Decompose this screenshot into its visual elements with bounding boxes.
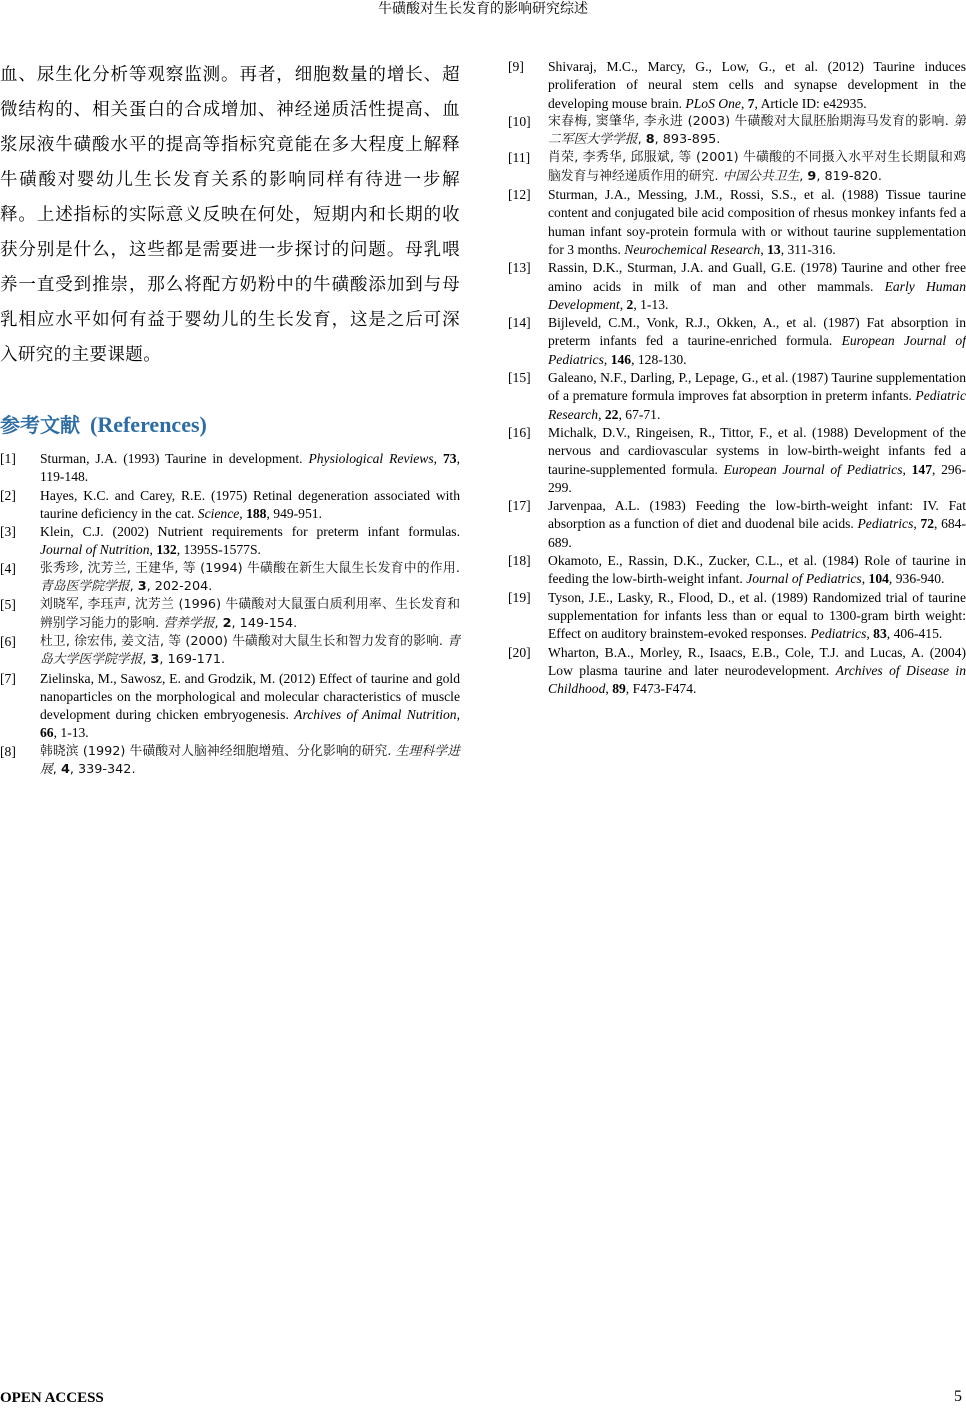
reference-journal: European Journal of Pediatrics <box>548 333 966 367</box>
reference-number: [15] <box>508 370 531 386</box>
reference-item <box>508 186 966 259</box>
reference-volume: 3 <box>137 579 147 595</box>
reference-journal: 第二军医大学学报 <box>548 113 966 148</box>
reference-text <box>40 633 460 670</box>
reference-pages: , 67-71. <box>618 406 661 422</box>
reference-number: [1] <box>0 451 16 466</box>
reference-pages: , 339-342. <box>69 762 136 778</box>
reference-journal: Journal of Nutrition <box>40 542 150 558</box>
reference-number: [18] <box>508 553 531 569</box>
reference-separator: , <box>129 579 138 595</box>
references-heading <box>0 409 460 438</box>
reference-separator: , <box>605 681 613 697</box>
reference-number: [10] <box>508 113 531 129</box>
reference-journal: Pediatrics <box>810 626 867 642</box>
reference-pages: , 949-951. <box>266 505 322 521</box>
reference-item <box>0 633 460 670</box>
reference-item <box>508 149 966 186</box>
reference-authors-title: Galeano, N.F., Darling, P., Lepage, G., et al. (1987) Taurine supplementation of a premature formula improves fat absorption in preterm infants. <box>548 370 966 404</box>
reference-number: [11] <box>508 150 531 166</box>
reference-pages: , 1-13. <box>633 296 669 312</box>
reference-item <box>508 497 966 552</box>
reference-separator: , <box>603 351 611 367</box>
reference-authors-title: Michalk, D.V., Ringeisen, R., Tittor, F., et al. (1988) Development of the nervous and cardiovascular systems in low-birth-weight infants fed a taurine-supplemented formula. <box>548 424 966 477</box>
reference-text <box>40 596 460 633</box>
reference-pages: , 202-204. <box>146 579 213 595</box>
reference-volume: 8 <box>645 132 655 148</box>
reference-item <box>0 487 460 524</box>
reference-authors-title: Sturman, J.A. (1993) Taurine in development. <box>40 451 309 466</box>
references-heading-zh: 参考文献 <box>0 413 80 437</box>
reference-authors-title: Wharton, B.A., Morley, R., Isaacs, E.B., Cole, T.J. and Lucas, A. (2004) Low plasma taurine and later neurodevelopment. <box>548 644 966 678</box>
reference-authors-title: Jarvenpaa, A.L. (1983) Feeding the low-birth-weight infant: IV. Fat absorption as a function of diet and duodenal bile acids. <box>548 498 966 532</box>
reference-number: [8] <box>0 743 16 759</box>
references-heading-en: (References) <box>90 412 207 437</box>
reference-text <box>548 259 966 314</box>
reference-separator: , <box>433 451 443 466</box>
reference-separator: , <box>214 615 223 631</box>
reference-volume: 22 <box>604 406 619 422</box>
reference-journal: PLoS One <box>685 95 741 111</box>
reference-number: [7] <box>0 670 16 686</box>
reference-list-right <box>508 58 966 698</box>
reference-text <box>548 589 966 644</box>
reference-text <box>40 670 460 743</box>
reference-separator: , <box>619 296 627 312</box>
reference-volume: 2 <box>626 296 634 312</box>
reference-separator: , <box>760 241 768 257</box>
reference-volume: 13 <box>767 241 781 257</box>
reference-separator: , <box>866 626 874 642</box>
reference-journal: Journal of Pediatrics <box>746 571 862 587</box>
reference-volume: 2 <box>222 615 232 631</box>
reference-text <box>40 450 460 487</box>
reference-text <box>548 113 966 150</box>
reference-journal: Archives of Animal Nutrition <box>294 707 457 723</box>
reference-separator: , <box>149 542 157 558</box>
reference-number: [2] <box>0 487 16 503</box>
reference-pages: , 169-171. <box>159 652 226 668</box>
reference-volume: 132 <box>156 542 177 558</box>
reference-authors-title: Rassin, D.K., Sturman, J.A. and Guall, G.E. (1978) Taurine and other free amino acids in milk of man and other mammals. <box>548 260 966 294</box>
reference-pages: , 128-130. <box>631 351 687 367</box>
reference-journal: 中国公共卫生 <box>722 168 800 184</box>
reference-authors-title: Hayes, K.C. and Carey, R.E. (1975) Retinal degeneration associated with taurine deficiency in the cat. <box>40 487 460 521</box>
reference-item <box>0 450 460 487</box>
reference-text <box>548 314 966 369</box>
reference-volume: 3 <box>150 652 160 668</box>
reference-journal: 青岛大学医学院学报 <box>40 633 460 668</box>
reference-volume: 7 <box>747 95 755 111</box>
reference-journal: Physiological Reviews <box>308 451 434 466</box>
reference-number: [9] <box>508 59 524 74</box>
reference-volume: 146 <box>610 351 632 367</box>
reference-item <box>508 314 966 369</box>
reference-separator: , <box>637 132 646 148</box>
reference-pages: , F473-F474. <box>625 681 697 697</box>
body-paragraph: 血、尿生化分析等观察监测。再者，细胞数量的增长、超微结构的、相关蛋白的合成增加、神经递质活性提高、血浆尿液牛磺酸水平的提高等指标究竟能在多大程度上解释牛磺酸对婴幼儿生长发育关系的影响同样有待进一步解释。上述指标的实际意义反映在何处，短期内和长期的收获分别是什么，这些都是需要进一步探讨的问题。母乳喂养一直受到推崇，那么将配方奶粉中的牛磺酸添加到与母乳相应水平如何有益于婴幼儿的生长发育，这是之后可深入研究的主要课题。 <box>0 65 460 365</box>
reference-pages: , 296-299. <box>548 461 966 495</box>
reference-text <box>40 523 460 560</box>
reference-volume: 72 <box>920 516 935 532</box>
reference-authors-title: Shivaraj, M.C., Marcy, G., Low, G., et al. (2012) Taurine induces proliferation of neural stem cells and synapse development in the developing mouse brain. <box>548 59 966 111</box>
reference-journal: Archives of Disease in Childhood <box>548 662 966 697</box>
reference-separator: , <box>861 571 869 587</box>
reference-item <box>0 560 460 597</box>
reference-volume: 66 <box>40 725 54 741</box>
reference-text <box>548 552 966 589</box>
reference-number: [13] <box>508 260 531 276</box>
reference-pages: , 1395S-1577S. <box>176 542 261 558</box>
reference-number: [12] <box>508 187 531 203</box>
reference-text <box>548 497 966 552</box>
reference-journal: Pediatric Research <box>548 388 966 422</box>
reference-volume: 104 <box>868 571 889 587</box>
reference-authors-title: 肖荣, 李秀华, 邱服斌, 等 (2001) 牛磺酸的不同摄入水平对生长期鼠和鸡脑发育与神经递质作用的研究. <box>548 150 966 184</box>
reference-number: [17] <box>508 498 531 514</box>
reference-volume: 73 <box>442 451 457 466</box>
reference-authors-title: Bijleveld, C.M., Vonk, R.J., Okken, A., et al. (1987) Fat absorption in preterm infants fed a taurine-enriched formula. <box>548 315 966 349</box>
reference-separator: , <box>239 505 247 521</box>
left-column <box>0 58 460 779</box>
reference-number: [4] <box>0 560 16 576</box>
reference-separator: , <box>740 95 748 111</box>
reference-number: [5] <box>0 597 16 613</box>
reference-pages: , 311-316. <box>780 241 836 257</box>
right-column <box>508 58 966 698</box>
reference-authors-title: 韩晓滨 (1992) 牛磺酸对人脑神经细胞增殖、分化影响的研究. <box>40 743 396 759</box>
reference-pages: , 149-154. <box>231 615 298 631</box>
reference-journal: 青岛医学院学报 <box>40 579 130 595</box>
reference-authors-title: 张秀珍, 沈芳兰, 王建华, 等 (1994) 牛磺酸在新生大鼠生长发育中的作用. <box>40 560 460 576</box>
reference-text <box>548 644 966 699</box>
reference-pages: , 119-148. <box>40 451 460 485</box>
reference-separator: , <box>799 168 808 184</box>
reference-authors-title: 杜卫, 徐宏伟, 姜文洁, 等 (2000) 牛磺酸对大鼠生长和智力发育的影响. <box>40 633 448 649</box>
reference-separator: , <box>598 406 605 422</box>
reference-text <box>40 560 460 597</box>
reference-number: [20] <box>508 644 531 660</box>
reference-journal: 生理科学进展 <box>40 743 461 778</box>
reference-volume: 83 <box>873 626 887 642</box>
reference-text <box>548 186 966 259</box>
reference-pages: , 1-13. <box>53 725 89 741</box>
reference-volume: 89 <box>612 681 626 697</box>
reference-separator: , <box>902 461 912 477</box>
reference-volume: 4 <box>60 762 70 778</box>
reference-item <box>508 259 966 314</box>
reference-item <box>0 743 460 780</box>
reference-authors-title: Tyson, J.E., Lasky, R., Flood, D., et al. (1989) Randomized trial of taurine supplementation for infants less than or equal to 1300-gram birth weight: Effect on auditory brainstem-evoked responses. <box>548 589 966 642</box>
reference-authors-title: Okamoto, E., Rassin, D.K., Zucker, C.L., et al. (1984) Role of taurine in feeding the low-birth-weight infant. <box>548 553 966 587</box>
reference-item <box>0 596 460 633</box>
reference-authors-title: 刘晓军, 李珏声, 沈芳兰 (1996) 牛磺酸对大鼠蛋白质利用率、生长发育和辨别学习能力的影响. <box>40 597 460 631</box>
reference-number: [19] <box>508 589 531 605</box>
reference-volume: 147 <box>911 461 932 477</box>
page-number: 5 <box>954 1388 962 1405</box>
reference-item <box>508 552 966 589</box>
reference-text <box>40 487 460 524</box>
reference-text <box>548 369 966 424</box>
reference-pages: , 406-415. <box>886 626 943 642</box>
reference-list-left <box>0 450 460 779</box>
reference-separator: , <box>52 762 61 778</box>
reference-journal: European Journal of Pediatrics <box>723 461 903 477</box>
reference-item <box>508 113 966 150</box>
footer-open-access: OPEN ACCESS <box>0 1390 104 1406</box>
reference-journal: Science <box>197 505 240 521</box>
reference-authors-title: Klein, C.J. (2002) Nutrient requirements for preterm infant formulas. <box>40 524 460 540</box>
reference-authors-title: Zielinska, M., Sawosz, E. and Grodzik, M. (2012) Effect of taurine and gold nanoparticles on the morphological and molecular characteristics of muscle development during chicken embryogenesis. <box>40 670 460 723</box>
reference-volume: 9 <box>807 168 817 184</box>
reference-item <box>508 424 966 497</box>
reference-number: [14] <box>508 315 531 331</box>
reference-text <box>548 424 966 497</box>
reference-text <box>548 149 966 186</box>
reference-journal: Pediatrics <box>857 516 914 532</box>
reference-separator: , <box>913 516 921 532</box>
reference-pages: , 893-895. <box>654 132 721 148</box>
reference-item <box>0 670 460 743</box>
reference-pages: , 684-689. <box>548 516 966 550</box>
reference-item <box>508 644 966 699</box>
reference-authors-title: 宋春梅, 窦肇华, 李永进 (2003) 牛磺酸对大鼠胚胎期海马发育的影响. <box>548 113 954 129</box>
reference-separator: , <box>142 652 151 668</box>
reference-journal: 营养学报 <box>163 615 215 631</box>
reference-number: [16] <box>508 424 531 440</box>
reference-item <box>508 589 966 644</box>
reference-separator: , <box>456 707 460 723</box>
reference-volume: 188 <box>246 505 267 521</box>
reference-item <box>0 523 460 560</box>
reference-text <box>548 58 966 113</box>
reference-item <box>508 58 966 113</box>
reference-pages: , 819-820. <box>816 168 882 184</box>
reference-journal: Early Human Development <box>548 278 966 312</box>
reference-pages: , Article ID: e42935. <box>754 95 867 111</box>
reference-text <box>40 743 460 780</box>
reference-authors-title: Sturman, J.A., Messing, J.M., Rossi, S.S., et al. (1988) Tissue taurine content and conjugated bile acid composition of rhesus monkey infants fed a human infant soy-protein formula with or without taurine supplementation for 3 months. <box>548 187 966 257</box>
reference-item <box>508 369 966 424</box>
reference-number: [3] <box>0 524 16 540</box>
running-head: 牛磺酸对生长发育的影响研究综述 <box>378 1 588 17</box>
reference-number: [6] <box>0 633 16 649</box>
reference-pages: , 936-940. <box>888 571 945 587</box>
reference-journal: Neurochemical Research <box>624 241 761 257</box>
